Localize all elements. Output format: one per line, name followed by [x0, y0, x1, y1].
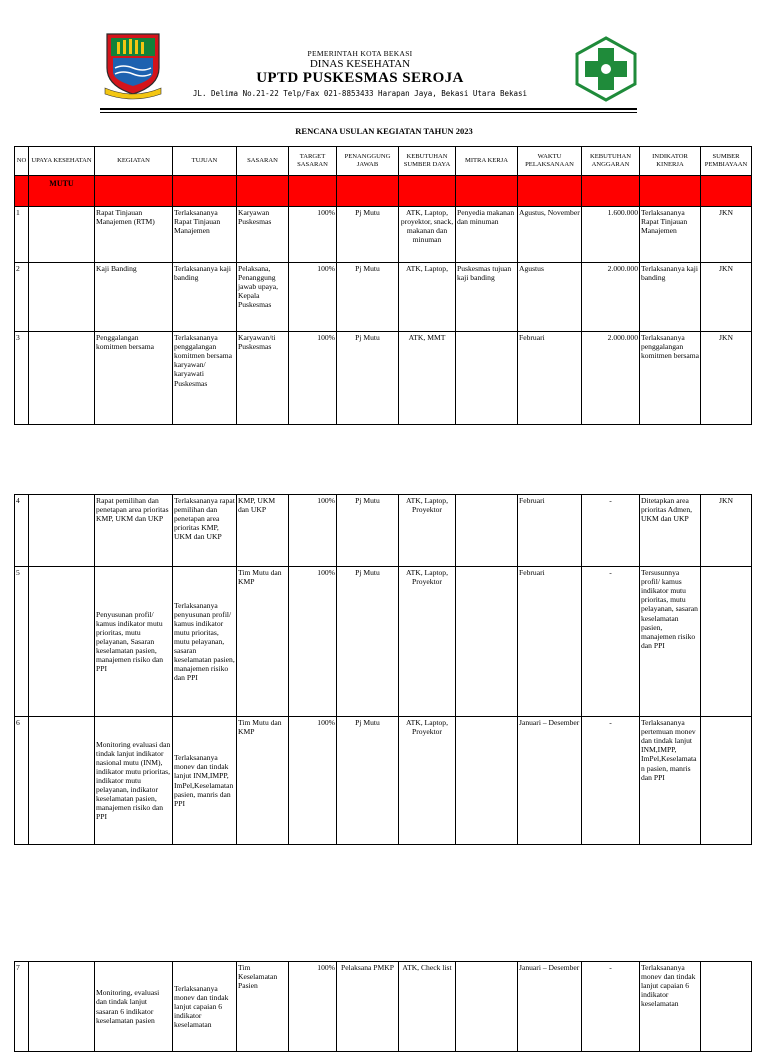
row-indikator: Terlaksananya kaji banding	[640, 263, 701, 332]
row-target: 100%	[289, 567, 337, 717]
row-kegiatan: Monitoring, evaluasi dan tindak lanjut sasaran 6 indikator keselamatan pasien	[95, 962, 173, 1052]
department-line: DINAS KESEHATAN	[309, 58, 411, 70]
row-no: 7	[15, 962, 29, 1052]
col-kebutuhan: KEBUTUHAN SUMBER DAYA	[399, 147, 456, 176]
table-row	[15, 567, 752, 717]
row-kebutuhan: ATK, Laptop, Proyektor	[399, 495, 456, 567]
table-row	[15, 207, 752, 263]
row-no: 3	[15, 332, 29, 425]
row-target: 100%	[289, 263, 337, 332]
row-tujuan: Terlaksananya penggalangan komitmen bersama karyawan/ karyawati Puskesmas	[173, 332, 237, 425]
row-kebutuhan: ATK, Laptop, Proyektor	[399, 567, 456, 717]
row-no: 6	[15, 717, 29, 845]
row-indikator: Terlaksananya Rapat Tinjauan Manajemen	[640, 207, 701, 263]
row-target: 100%	[289, 207, 337, 263]
row-kebutuhan: ATK, MMT	[399, 332, 456, 425]
row-no: 2	[15, 263, 29, 332]
row-indikator: Ditetapkan area prioritas Admen, UKM dan UKP	[640, 495, 701, 567]
row-sasaran: Tim Mutu dan KMP	[237, 567, 289, 717]
gov-line: PEMERINTAH KOTA BEKASI	[307, 49, 413, 58]
col-target: TARGET SASARAN	[289, 147, 337, 176]
table-row	[15, 332, 752, 425]
row-pj: Pj Mutu	[337, 263, 399, 332]
row-sasaran: Tim Mutu dan KMP	[237, 717, 289, 845]
document-title: RENCANA USULAN KEGIATAN TAHUN 2023	[295, 126, 473, 136]
row-sumber: JKN	[701, 207, 752, 263]
row-kegiatan: Penyusunan profil/ kamus indikator mutu prioritas, mutu pelayanan, Sasaran keselamatan pasien, manajemen risiko dan PPI	[95, 567, 173, 717]
row-mitra	[456, 495, 518, 567]
row-target: 100%	[289, 332, 337, 425]
row-pj: Pelaksana PMKP	[337, 962, 399, 1052]
row-kegiatan: Penggalangan komitmen bersama	[95, 332, 173, 425]
col-kegiatan: KEGIATAN	[95, 147, 173, 176]
row-pj: Pj Mutu	[337, 567, 399, 717]
col-anggaran: KEBUTUHAN ANGGARAN	[582, 147, 640, 176]
table-row	[15, 717, 752, 845]
row-tujuan: Terlaksananya monev dan tindak lanjut INM,IMPP, ImPel,Keselamatan pasien, manris dan PPI	[173, 717, 237, 845]
row-kegiatan: Kaji Banding	[95, 263, 173, 332]
activity-table	[14, 146, 752, 425]
row-kebutuhan: ATK, Laptop,	[399, 263, 456, 332]
row-mitra	[456, 567, 518, 717]
row-kebutuhan: ATK, Check list	[399, 962, 456, 1052]
row-kebutuhan: ATK, Laptop, proyektor, snack, makanan dan minuman	[399, 207, 456, 263]
row-target: 100%	[289, 717, 337, 845]
row-kebutuhan: ATK, Laptop, Proyektor	[399, 717, 456, 845]
row-sumber: JKN	[701, 263, 752, 332]
row-tujuan: Terlaksananya rapat pemilihan dan penetapan area prioritas KMP, UKM dan UKP	[173, 495, 237, 567]
section-label: MUTU	[29, 176, 95, 207]
row-target: 100%	[289, 962, 337, 1052]
col-no: NO	[15, 147, 29, 176]
row-upaya	[29, 207, 95, 263]
row-pj: Pj Mutu	[337, 717, 399, 845]
row-upaya	[29, 263, 95, 332]
col-pj: PENANGGUNG JAWAB	[337, 147, 399, 176]
row-sumber	[701, 717, 752, 845]
row-indikator: Terlaksananya pertemuan monev dan tindak lanjut INM,IMPP, ImPel,Keselamatan pasien, manris dan PPI	[640, 717, 701, 845]
row-mitra: Penyedia makanan dan minuman	[456, 207, 518, 263]
row-anggaran: 2.000.000	[582, 332, 640, 425]
address-line: JL. Delima No.21-22 Telp/Fax 021-8853433 Harapan Jaya, Bekasi Utara Bekasi	[192, 89, 528, 98]
row-anggaran: -	[582, 567, 640, 717]
row-waktu: Agustus	[518, 263, 582, 332]
row-upaya	[29, 717, 95, 845]
row-tujuan: Terlaksananya Rapat Tinjauan Manajemen	[173, 207, 237, 263]
puskesmas-cross-icon	[572, 36, 640, 102]
row-sasaran: Karyawan/ti Puskesmas	[237, 332, 289, 425]
row-indikator: Terlaksananya monev dan tindak lanjut capaian 6 indikator keselamatan	[640, 962, 701, 1052]
letterhead-rule-thin	[100, 112, 637, 113]
row-waktu: Februari	[518, 495, 582, 567]
row-tujuan: Terlaksananya kaji banding	[173, 263, 237, 332]
institution-name: UPTD PUSKESMAS SEROJA	[256, 70, 464, 86]
col-indikator: INDIKATOR KINERJA	[640, 147, 701, 176]
row-indikator: Tersusunnya profil/ kamus indikator mutu prioritas, mutu pelayanan, sasaran keselamatan pasien, manajemen risiko dan PPI	[640, 567, 701, 717]
activity-table-continued-2	[14, 961, 752, 1052]
row-tujuan: Terlaksananya monev dan tindak lanjut capaian 6 indikator keselamatan	[173, 962, 237, 1052]
col-sasaran: SASARAN	[237, 147, 289, 176]
row-kegiatan: Rapat pemilihan dan penetapan area prioritas KMP, UKM dan UKP	[95, 495, 173, 567]
row-pj: Pj Mutu	[337, 207, 399, 263]
row-anggaran: -	[582, 717, 640, 845]
row-sasaran: Tim Keselamatan Pasien	[237, 962, 289, 1052]
row-pj: Pj Mutu	[337, 495, 399, 567]
row-mitra	[456, 962, 518, 1052]
row-anggaran: -	[582, 495, 640, 567]
letterhead	[0, 0, 768, 115]
table-row	[15, 263, 752, 332]
table-row	[15, 962, 752, 1052]
row-waktu: Februari	[518, 567, 582, 717]
row-sasaran: Karyawan Puskesmas	[237, 207, 289, 263]
row-anggaran: 2.000.000	[582, 263, 640, 332]
row-sumber: JKN	[701, 332, 752, 425]
row-mitra: Puskesmas tujuan kaji banding	[456, 263, 518, 332]
row-sasaran: KMP, UKM dan UKP	[237, 495, 289, 567]
row-sasaran: Pelaksana, Penanggung jawab upaya, Kepala Puskesmas	[237, 263, 289, 332]
activity-table-continued	[14, 494, 752, 845]
row-no: 1	[15, 207, 29, 263]
row-kegiatan: Monitoring evaluasi dan tindak lanjut indikator nasional mutu (INM), indikator mutu prioritas, indikator mutu pelayanan, indikator keselamatan pasien, manajemen risiko dan PPI	[95, 717, 173, 845]
row-upaya	[29, 495, 95, 567]
col-sumber: SUMBER PEMBIAYAAN	[701, 147, 752, 176]
row-sumber	[701, 962, 752, 1052]
col-tujuan: TUJUAN	[173, 147, 237, 176]
col-upaya: UPAYA KESEHATAN	[29, 147, 95, 176]
row-waktu: Januari – Desember	[518, 717, 582, 845]
row-no: 4	[15, 495, 29, 567]
row-upaya	[29, 332, 95, 425]
row-upaya	[29, 567, 95, 717]
row-tujuan: Terlaksananya penyusunan profil/ kamus indikator mutu prioritas, mutu pelayanan, sasaran keselamatan pasien, manajemen risiko dan PPI	[173, 567, 237, 717]
row-waktu: Februari	[518, 332, 582, 425]
section-row-mutu	[15, 176, 752, 207]
table-row	[15, 495, 752, 567]
letterhead-rule	[100, 108, 637, 110]
row-waktu: Januari – Desember	[518, 962, 582, 1052]
row-mitra	[456, 332, 518, 425]
row-sumber: JKN	[701, 495, 752, 567]
row-anggaran: 1.600.000	[582, 207, 640, 263]
row-upaya	[29, 962, 95, 1052]
row-no: 5	[15, 567, 29, 717]
col-mitra: MITRA KERJA	[456, 147, 518, 176]
row-pj: Pj Mutu	[337, 332, 399, 425]
col-waktu: WAKTU PELAKSANAAN	[518, 147, 582, 176]
row-mitra	[456, 717, 518, 845]
table-header-row	[15, 147, 752, 176]
row-target: 100%	[289, 495, 337, 567]
row-kegiatan: Rapat Tinjauan Manajemen (RTM)	[95, 207, 173, 263]
row-waktu: Agustus, November	[518, 207, 582, 263]
row-sumber	[701, 567, 752, 717]
row-anggaran: -	[582, 962, 640, 1052]
row-indikator: Terlaksananya penggalangan komitmen bersama	[640, 332, 701, 425]
